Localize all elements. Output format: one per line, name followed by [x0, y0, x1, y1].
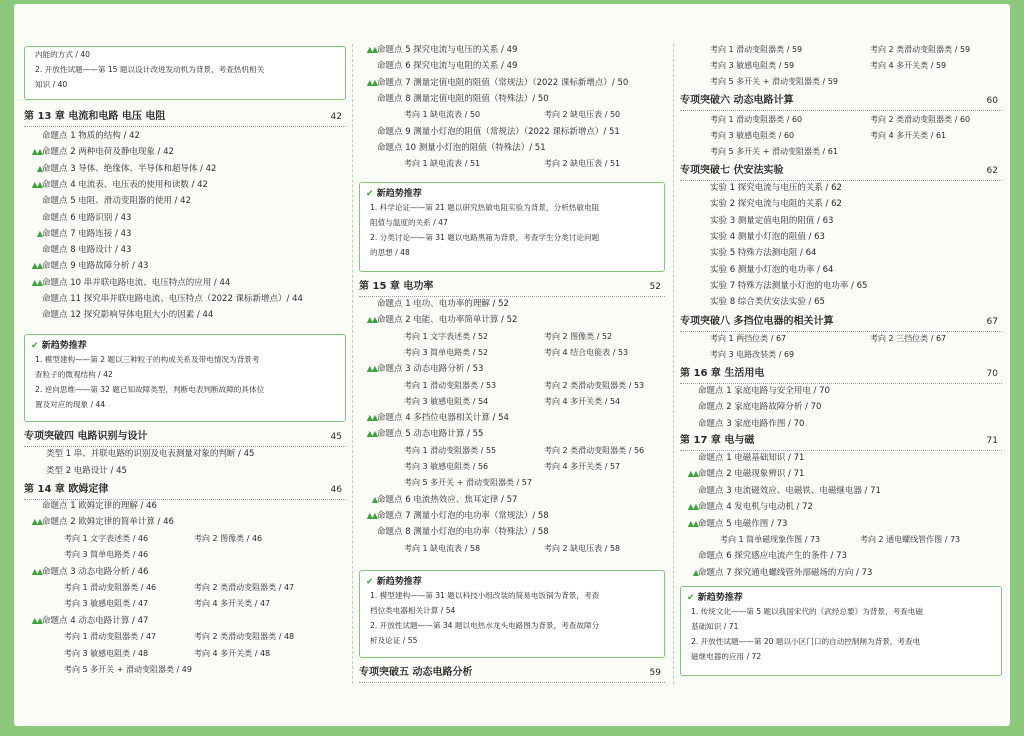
toc-page: [14, 4, 1010, 726]
sub-item-row: [24, 531, 346, 547]
sub-item-row: [359, 156, 665, 172]
difficulty-icon: ▲▲: [31, 179, 42, 189]
difficulty-icon: ▲▲: [366, 77, 377, 87]
sub-item-row: [359, 541, 665, 557]
toc-item[interactable]: [359, 140, 665, 156]
page-number: 70: [986, 369, 998, 379]
sub-item[interactable]: 考向 1 缺电流表 / 51: [404, 159, 481, 169]
box-title: [25, 335, 345, 352]
difficulty-icon: ▲: [692, 567, 698, 577]
sub-item[interactable]: 考向 4 多开关类 / 47: [194, 599, 271, 609]
sub-item[interactable]: 考向 3 电路改装类 / 69: [710, 350, 795, 360]
toc-item[interactable]: [24, 210, 346, 226]
item-label: 命题点 3 导体、绝缘体、半导体和超导体 / 42: [42, 163, 217, 174]
toc-item[interactable]: [680, 383, 1002, 399]
difficulty-icon: ▲▲: [687, 518, 698, 528]
item-label: 实验 3 测量定值电阻的阻值 / 63: [710, 215, 834, 226]
box-line: 置及对应的现象 / 44: [35, 400, 106, 409]
sub-item[interactable]: 考向 2 类滑动变阻器类 / 60: [870, 115, 971, 124]
sub-item[interactable]: 考向 2 类滑动变阻器类 / 56: [544, 445, 645, 455]
sub-item[interactable]: 考向 5 多开关 + 滑动变阻器类 / 49: [64, 665, 192, 674]
chapter-heading[interactable]: [680, 432, 1002, 451]
chapter-title: 专项突破五 动态电路分析: [359, 667, 473, 678]
sub-item[interactable]: 考向 1 文字表述类 / 52: [404, 331, 489, 341]
box-line: 析及论证 / 55: [370, 636, 418, 645]
new-trend-box: [359, 570, 665, 658]
sub-item-row: [680, 58, 1002, 74]
sub-item[interactable]: 考向 1 缺电流表 / 58: [404, 543, 481, 553]
new-trend-box: [24, 334, 346, 422]
page-number: 52: [649, 282, 661, 292]
toc-item[interactable]: [680, 483, 1002, 499]
sub-item[interactable]: 考向 2 图像类 / 52: [544, 331, 613, 341]
item-label: 命题点 6 探究电流与电阻的关系 / 49: [377, 61, 518, 72]
item-label: 命题点 3 动态电路分析 / 53: [377, 364, 484, 375]
toc-item[interactable]: [680, 416, 1002, 432]
sub-item-row: [24, 646, 346, 662]
item-label: 实验 6 测量小灯泡的电功率 / 64: [710, 264, 834, 275]
toc-item[interactable]: [680, 399, 1002, 415]
difficulty-icon: ▲▲: [31, 566, 42, 576]
chapter-heading[interactable]: [24, 108, 346, 127]
toc-item[interactable]: [359, 426, 665, 442]
item-label: 命题点 5 动态电路计算 / 55: [377, 429, 484, 440]
item-label: 实验 1 探究电流与电压的关系 / 62: [710, 183, 842, 193]
toc-item[interactable]: [680, 229, 1002, 245]
item-label: 命题点 3 家庭电路作图 / 70: [698, 418, 805, 429]
toc-item[interactable]: [24, 128, 346, 144]
check-icon: ✔: [366, 189, 377, 199]
toc-item[interactable]: [24, 613, 346, 629]
box-line: 1. 模型建构——第 31 题以科技小组改装的简易电饭锅为背景，考查: [370, 591, 600, 600]
sub-item-row: [24, 596, 346, 612]
item-label: 命题点 5 探究电流与电压的关系 / 49: [377, 45, 518, 55]
sub-item-row: [359, 378, 665, 394]
toc-item[interactable]: [24, 498, 346, 514]
toc-item[interactable]: [24, 564, 346, 580]
box-line: 2. 开放性试题——第 20 题以小区门口的自动控制闸为背景，考查电: [691, 637, 921, 646]
item-label: 命题点 4 动态电路计算 / 47: [42, 615, 149, 626]
item-label: 命题点 3 动态电路分析 / 46: [42, 566, 149, 577]
item-label: 命题点 9 电路故障分析 / 43: [42, 261, 149, 272]
toc-item[interactable]: [24, 161, 346, 177]
item-label: 命题点 2 两种电荷及静电现象 / 42: [42, 147, 174, 158]
sub-item[interactable]: 考向 2 缺电压表 / 51: [544, 159, 621, 169]
sub-item[interactable]: 考向 5 多开关 + 滑动变阻器类 / 61: [710, 147, 838, 157]
sub-item[interactable]: 考向 4 多开关类 / 57: [544, 462, 621, 471]
chapter-heading[interactable]: [680, 162, 1002, 181]
toc-item[interactable]: [24, 514, 346, 530]
sub-item-row: [359, 329, 665, 345]
difficulty-icon: ▲▲: [366, 429, 377, 439]
toc-item[interactable]: [24, 144, 346, 160]
sub-item-row: [359, 475, 665, 491]
box-title: [360, 571, 664, 588]
sub-item[interactable]: 考向 3 敏感电阻类 / 56: [404, 462, 489, 471]
sub-item[interactable]: 考向 1 滑动变阻器类 / 60: [710, 115, 803, 124]
box-title-text: 新趋势推荐: [41, 341, 87, 351]
box-line: 的思想 / 48: [370, 248, 410, 257]
sub-item-row: [680, 331, 1002, 347]
toc-item[interactable]: [680, 294, 1002, 310]
sub-item-row: [359, 345, 665, 361]
box-title-text: 新趋势推荐: [376, 577, 422, 587]
item-label: 命题点 1 电磁基础知识 / 71: [698, 453, 805, 463]
box-title-text: 新趋势推荐: [697, 593, 743, 603]
chapter-title: 第 15 章 电功率: [359, 281, 434, 292]
chapter-heading[interactable]: [680, 313, 1002, 332]
sub-item-row: [359, 459, 665, 475]
toc-item[interactable]: [680, 196, 1002, 212]
item-label: 命题点 1 电功、电功率的理解 / 52: [377, 299, 509, 309]
difficulty-icon: ▲: [36, 163, 42, 173]
page-number: 42: [330, 112, 342, 122]
toc-item[interactable]: [359, 75, 665, 91]
sub-item[interactable]: 考向 2 类滑动变阻器类 / 53: [544, 380, 645, 390]
item-label: 命题点 1 物质的结构 / 42: [42, 131, 140, 141]
page-number: 45: [330, 432, 342, 442]
sub-item[interactable]: 考向 2 类滑动变阻器类 / 47: [194, 583, 295, 592]
sub-item[interactable]: 考向 1 文字表述类 / 46: [64, 533, 149, 543]
item-label: 类型 2 电路设计 / 45: [46, 465, 127, 476]
chapter-heading[interactable]: [680, 92, 1002, 111]
toc-column-3: [680, 4, 1002, 726]
item-label: 命题点 1 欧姆定律的理解 / 46: [42, 501, 157, 511]
item-label: 命题点 2 电磁现象辨识 / 71: [698, 469, 805, 480]
item-label: 命题点 6 电流热效应、焦耳定律 / 57: [377, 494, 518, 505]
chapter-title: 第 13 章 电流和电路 电压 电阻: [24, 111, 166, 122]
item-label: 命题点 2 家庭电路故障分析 / 70: [698, 402, 822, 413]
sub-item[interactable]: 考向 3 敏感电阻类 / 47: [64, 599, 149, 609]
page-number: 67: [986, 317, 998, 327]
sub-item-row: [24, 629, 346, 645]
toc-item[interactable]: [680, 245, 1002, 261]
sub-item[interactable]: 考向 5 多开关 + 滑动变阻器类 / 57: [404, 478, 532, 488]
sub-item-row: [680, 347, 1002, 363]
item-label: 命题点 12 探究影响导体电阻大小的因素 / 44: [42, 310, 214, 321]
new-trend-box: [24, 46, 346, 100]
box-title: [360, 183, 664, 200]
check-icon: ✔: [366, 577, 377, 587]
toc-item[interactable]: [680, 548, 1002, 564]
item-label: 实验 2 探究电流与电阻的关系 / 62: [710, 199, 842, 210]
item-label: 命题点 8 测量小灯泡的电功率（特殊法）/ 58: [377, 527, 549, 538]
toc-item[interactable]: [24, 258, 346, 274]
sub-item[interactable]: 考向 1 滑动变阻器类 / 53: [404, 380, 497, 390]
sub-item-row: [680, 112, 1002, 128]
sub-item-row: [359, 107, 665, 123]
box-line: 2. 分类讨论——第 31 题以电路黑箱为背景，考查学生分类讨论问题: [370, 233, 600, 242]
item-label: 命题点 3 电流磁效应、电磁铁、电磁继电器 / 71: [698, 485, 881, 496]
toc-item[interactable]: [680, 278, 1002, 294]
toc-item[interactable]: [680, 213, 1002, 229]
chapter-heading[interactable]: [680, 365, 1002, 384]
toc-item[interactable]: [359, 312, 665, 328]
box-line: 2. 逆向思维——第 32 题已知故障类型，判断电表判断故障的具体位: [35, 385, 265, 394]
toc-column-1: [24, 4, 346, 726]
difficulty-icon: ▲▲: [31, 147, 42, 157]
sub-item-row: [24, 580, 346, 596]
sub-item[interactable]: 考向 2 图像类 / 46: [194, 533, 263, 543]
toc-item[interactable]: [359, 296, 665, 312]
sub-item[interactable]: 考向 1 简单磁现象作图 / 73: [720, 535, 821, 544]
difficulty-icon: ▲▲: [366, 510, 377, 520]
sub-item[interactable]: 考向 1 滑动变阻器类 / 46: [64, 583, 157, 592]
box-line: 知识 / 40: [35, 80, 68, 89]
sub-item[interactable]: 考向 4 结合电能表 / 53: [544, 347, 629, 357]
box-line: 基础知识 / 71: [691, 622, 739, 631]
sub-item[interactable]: 考向 3 敏感电阻类 / 59: [710, 61, 795, 71]
difficulty-icon: ▲▲: [366, 364, 377, 374]
item-label: 命题点 7 测量定值电阻的阻值（常规法）（2022 课标新增点）/ 50: [377, 77, 629, 88]
sub-item[interactable]: 考向 2 缺电压表 / 50: [544, 110, 621, 120]
sub-item[interactable]: 考向 1 两挡位类 / 67: [710, 334, 787, 343]
chapter-heading[interactable]: [359, 664, 665, 683]
item-label: 命题点 7 测量小灯泡的电功率（常规法）/ 58: [377, 510, 549, 521]
item-label: 命题点 4 多挡位电器相关计算 / 54: [377, 413, 509, 424]
page-number: 59: [649, 668, 661, 678]
sub-item-row: [24, 662, 346, 678]
chapter-title: 专项突破六 动态电路计算: [680, 95, 794, 106]
toc-item[interactable]: [24, 446, 346, 462]
column-divider: [673, 44, 674, 684]
item-label: 命题点 8 测量定值电阻的阻值（特殊法）/ 50: [377, 93, 549, 104]
item-label: 命题点 10 串并联电路电流、电压特点的应用 / 44: [42, 277, 231, 288]
toc-item[interactable]: [359, 124, 665, 140]
item-label: 命题点 2 电能、电功率简单计算 / 52: [377, 315, 518, 326]
box-line: 阻值与温度的关系 / 47: [370, 218, 448, 227]
chapter-title: 专项突破八 多挡位电器的相关计算: [680, 316, 834, 327]
toc-item[interactable]: [359, 58, 665, 74]
difficulty-icon: ▲: [371, 494, 377, 504]
sub-item[interactable]: 考向 1 滑动变阻器类 / 55: [404, 445, 497, 455]
sub-item[interactable]: 考向 2 三挡位类 / 67: [870, 334, 947, 343]
sub-item[interactable]: 考向 2 类滑动变阻器类 / 59: [870, 45, 971, 54]
box-line: 磁继电器的应用 / 72: [691, 652, 762, 661]
item-label: 实验 8 综合类伏安法实验 / 65: [710, 297, 825, 308]
sub-item[interactable]: 考向 1 滑动变阻器类 / 47: [64, 632, 157, 642]
item-label: 实验 4 测量小灯泡的阻值 / 63: [710, 231, 825, 242]
chapter-title: 专项突破四 电路识别与设计: [24, 431, 148, 442]
toc-item[interactable]: [24, 177, 346, 193]
box-line: 查粒子的微观结构 / 42: [35, 370, 113, 379]
sub-item-row: [359, 394, 665, 410]
toc-item[interactable]: [359, 410, 665, 426]
sub-item-row: [680, 532, 1002, 548]
toc-item[interactable]: [359, 361, 665, 377]
item-label: 命题点 2 欧姆定律的简单计算 / 46: [42, 517, 174, 528]
item-label: 命题点 4 电流表、电压表的使用和读数 / 42: [42, 179, 208, 190]
sub-item[interactable]: 考向 3 敏感电阻类 / 60: [710, 131, 795, 141]
difficulty-icon: ▲▲: [31, 261, 42, 271]
toc-item[interactable]: [359, 91, 665, 107]
difficulty-icon: ▲: [36, 228, 42, 238]
sub-item[interactable]: 考向 4 多开关类 / 48: [194, 648, 271, 658]
chapter-title: 第 14 章 欧姆定律: [24, 484, 109, 495]
toc-item[interactable]: [680, 180, 1002, 196]
box-title: [681, 587, 1001, 604]
sub-item[interactable]: 考向 3 简单电路类 / 52: [404, 347, 489, 357]
toc-item[interactable]: [680, 565, 1002, 581]
item-label: 命题点 5 电磁作图 / 73: [698, 518, 788, 529]
box-line: 1. 传统文化——第 5 题以我国宋代的《武经总要》为背景，考查电磁: [691, 607, 923, 616]
item-label: 命题点 8 电路设计 / 43: [42, 245, 132, 256]
item-label: 命题点 5 电阻、滑动变阻器的使用 / 42: [42, 196, 191, 207]
difficulty-icon: ▲▲: [687, 469, 698, 479]
sub-item[interactable]: 考向 4 多开关类 / 59: [870, 61, 947, 71]
toc-item[interactable]: [24, 307, 346, 323]
chapter-title: 专项突破七 伏安法实验: [680, 165, 784, 176]
item-label: 命题点 1 家庭电路与安全用电 / 70: [698, 386, 830, 396]
difficulty-icon: ▲▲: [366, 315, 377, 325]
page-number: 71: [986, 436, 998, 446]
item-label: 实验 5 特殊方法测电阻 / 64: [710, 248, 817, 259]
item-label: 命题点 7 探究通电螺线管外部磁场的方向 / 73: [698, 567, 873, 578]
box-title-text: 新趋势推荐: [376, 189, 422, 199]
sub-item[interactable]: 考向 1 滑动变阻器类 / 59: [710, 45, 803, 54]
page-number: 46: [330, 485, 342, 495]
toc-item[interactable]: [24, 226, 346, 242]
toc-item[interactable]: [24, 291, 346, 307]
box-line: 1. 科学论证——第 21 题以研究热敏电阻实验为背景，分析热敏电阻: [370, 203, 600, 212]
difficulty-icon: ▲▲: [31, 615, 42, 625]
item-label: 实验 7 特殊方法测量小灯泡的电功率 / 65: [710, 280, 868, 291]
difficulty-icon: ▲▲: [366, 413, 377, 423]
check-icon: ✔: [687, 593, 698, 603]
toc-item[interactable]: [359, 508, 665, 524]
box-line: 2. 开放性试题——第 34 题以电热水龙头电路图为背景，考查故障分: [370, 621, 600, 630]
sub-item[interactable]: 考向 1 缺电流表 / 50: [404, 110, 481, 120]
sub-item[interactable]: 考向 3 敏感电阻类 / 48: [64, 648, 149, 658]
difficulty-icon: ▲▲: [366, 45, 377, 54]
sub-item[interactable]: 考向 3 简单电路类 / 46: [64, 550, 149, 560]
sub-item[interactable]: 考向 2 缺电压表 / 58: [544, 543, 621, 553]
box-line: 1. 模型建构——第 2 题以三种粒子的构成关系及带电情况为背景考: [35, 355, 260, 364]
sub-item[interactable]: 考向 2 通电螺线管作图 / 73: [860, 535, 961, 544]
toc-item[interactable]: [680, 466, 1002, 482]
toc-item[interactable]: [680, 499, 1002, 515]
item-label: 命题点 6 电路识别 / 43: [42, 212, 132, 223]
sub-item-row: [680, 128, 1002, 144]
toc-item[interactable]: [359, 492, 665, 508]
new-trend-box: [680, 586, 1002, 676]
toc-item[interactable]: [680, 516, 1002, 532]
box-line: 2. 开放性试题——第 15 题以设计改进发动机为背景，考查热机相关: [35, 65, 265, 74]
item-label: 命题点 7 电路连接 / 43: [42, 228, 132, 239]
chapter-title: 第 16 章 生活用电: [680, 368, 765, 379]
sub-item[interactable]: 考向 4 多开关类 / 54: [544, 396, 621, 406]
sub-item[interactable]: 考向 2 类滑动变阻器类 / 48: [194, 632, 295, 642]
sub-item-row: [24, 547, 346, 563]
box-line: 内能的方式 / 40: [35, 50, 91, 59]
toc-item[interactable]: [359, 42, 665, 58]
sub-item-row: [359, 443, 665, 459]
chapter-heading[interactable]: [24, 428, 346, 447]
toc-item[interactable]: [24, 275, 346, 291]
item-label: 命题点 11 探究串并联电路电流、电压特点（2022 课标新增点）/ 44: [42, 294, 303, 304]
sub-item-row: [680, 42, 1002, 58]
toc-item[interactable]: [359, 524, 665, 540]
column-divider: [352, 44, 353, 684]
difficulty-icon: ▲▲: [31, 277, 42, 287]
toc-item[interactable]: [680, 450, 1002, 466]
toc-item[interactable]: [24, 242, 346, 258]
difficulty-icon: ▲▲: [687, 502, 698, 512]
sub-item[interactable]: 考向 5 多开关 + 滑动变阻器类 / 59: [710, 77, 838, 87]
sub-item-row: [680, 74, 1002, 90]
sub-item[interactable]: 考向 4 多开关类 / 61: [870, 131, 947, 141]
chapter-heading[interactable]: [359, 278, 665, 297]
box-line: 档位类电器相关计算 / 54: [370, 606, 456, 615]
toc-column-2: [359, 4, 665, 726]
page-number: 60: [986, 96, 998, 106]
difficulty-icon: ▲▲: [31, 517, 42, 527]
check-icon: ✔: [31, 341, 42, 351]
item-label: 类型 1 串、并联电路的识别及电表测量对象的判断 / 45: [46, 449, 255, 459]
chapter-title: 第 17 章 电与磁: [680, 435, 755, 446]
toc-item[interactable]: [680, 262, 1002, 278]
toc-item[interactable]: [24, 193, 346, 209]
new-trend-box: [359, 182, 665, 272]
toc-item[interactable]: [24, 463, 346, 479]
sub-item-row: [680, 144, 1002, 160]
item-label: 命题点 6 探究感应电流产生的条件 / 73: [698, 551, 847, 562]
item-label: 命题点 4 发电机与电动机 / 72: [698, 502, 813, 513]
sub-item[interactable]: 考向 3 敏感电阻类 / 54: [404, 396, 489, 406]
page-number: 62: [986, 166, 998, 176]
item-label: 命题点 10 测量小灯泡的阻值（特殊法）/ 51: [377, 142, 546, 153]
item-label: 命题点 9 测量小灯泡的阻值（常规法）（2022 课标新增点）/ 51: [377, 126, 620, 137]
